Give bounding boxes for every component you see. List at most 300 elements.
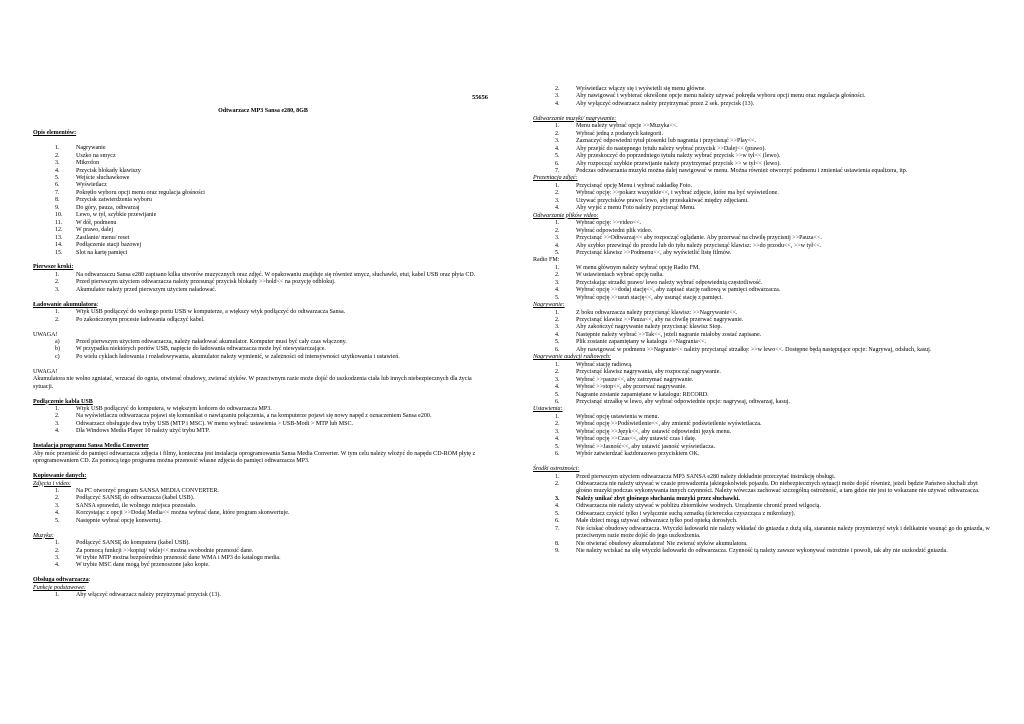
list-item-text: Odtwarzacz czyścić tylko i wyłącznie suchą szmatką (ściereczka czyszcząca z mikrofazy). [576,510,796,517]
list-item [533,138,993,145]
section-heading-text: Instalacja programu Sansa Media Converter [33,443,149,450]
list-item [533,190,993,197]
list-item [533,347,993,354]
list-item [33,495,493,502]
list-item [33,197,493,204]
list-item-number: 4. [55,428,60,435]
list-item [33,175,493,182]
list-item-number: 3. [555,138,560,145]
list-item [33,592,493,599]
list-item-number: 2. [55,279,60,286]
list-item-number: 1. [55,540,60,547]
list-item-number: 2. [555,86,560,92]
list-item-number: 6. [55,182,60,189]
list-item-text: Aby nawigować w podmenu >>Nagranie<< należy przycisnąć strzałkę: >>w lewo<<. Dostępne będą następujące opcje: Nagrywaj, odsłuch, kasuj. [576,346,932,353]
list-item-number: 1. [55,487,60,494]
list-item-number: 4. [555,145,560,152]
list-item [533,101,993,108]
list-item-number: 1. [55,271,60,278]
list-item [33,339,493,346]
list-item [33,503,493,510]
list-item-number: 2. [55,316,60,323]
list-item-text: Menu należy wybrać opcje >>Muzyka<<. [576,123,678,130]
list-item-text: Wybrać opcję: >>pokarz wszystkie<<, i wybrać zdjęcie, które ma być wyświetlone. [576,190,779,197]
spacer [33,436,493,443]
list-item [533,295,993,302]
paragraph: UWAGA! [33,331,58,338]
list-item-number: 4. [55,510,60,517]
list-item [533,451,993,458]
spacer [33,138,493,145]
list-item-number: 3. [55,502,60,509]
section-heading-tail: : [96,301,99,308]
list-item [533,93,993,100]
list-item-number: 3. [55,160,60,167]
list-item-text: Nie ściskać obudowy odtwarzacza. Wtyczki ładowarki nie należy wkładać do gniazda z dużą siłą, starannie należy przymierzyć wtyk i delikatnie wsunąć go do gniazda, w przeciwnym razie może dojść do jego uszkodzenia. [576,525,990,540]
list-item [33,168,493,175]
list-item-number: 12. [55,227,63,234]
list-item-text: Nagranie zostanie zapamiętane w katalogu: RECORD. [576,391,709,398]
list-item-text: Przed pierwszym użyciem odtwarzacza należy przesunąć przycisk blokady >>hold<< na pozycję odblokuj. [76,279,336,286]
list-item-number: 5. [555,443,560,450]
list-item-number: 4. [555,205,560,212]
list-item-number: 4. [555,287,560,294]
list-item [533,235,993,242]
list-item [33,212,493,219]
list-item-text: Korzystając z opcji >>Dodaj Media<< można wybrać dane, które program skonwertuje. [76,510,290,517]
list-item-number: 3. [55,286,60,293]
list-item [533,123,993,130]
list-item [533,272,993,279]
spacer [33,391,493,398]
list-item [33,227,493,234]
list-item [533,444,993,451]
list-item [533,369,993,376]
list-item [33,272,493,279]
list-item-text: Podłączyć SANSĘ do komputera (kabel USB). [76,540,190,547]
list-item-text: W dół, podmenu [76,219,117,226]
list-item-text: Po zakończonym procesie ładowania odłączyć kabel. [76,316,205,323]
subsection-heading: Muzyka: [33,532,54,539]
list-item-number: 15. [55,249,63,256]
list-item-text: Wybrać >>stop<<, aby przerwać nagrywanie. [576,384,687,391]
list-item [533,511,993,518]
list-item-number: 2. [555,480,560,487]
section-heading [33,577,493,584]
subsection-heading: Nagrywanie audycji radiowych: [533,354,611,361]
list-item-text: Wejście słuchawkowe [76,175,130,182]
list-item-number: 5. [555,339,560,346]
list-item-text: Przycisnąć >>Odtwarzaj<< aby rozpocząć oglądanie. Aby przerwać na chwilę przycisnij >>Pauza<<. [576,235,822,242]
list-item-text: Przycisnąć klawisz nagrywania, aby rozpocząć nagrywanie. [576,369,721,376]
list-item-text: Podczas odtwarzania muzyki można dalej nawigować w menu. Można również otworzyć podmenu i zmieniać ustawienia equalizera, itp. [576,167,908,174]
list-item-number: 7. [55,189,60,196]
list-item-number: 3. [55,420,60,427]
list-item-number: 4. [555,242,560,249]
section-heading [33,473,493,480]
list-item-text: Wybrać stację radiową. [576,361,633,368]
list-item [533,362,993,369]
section-heading [33,399,493,406]
section-heading-text: Opis elementów: [33,130,77,137]
list-item [533,198,993,205]
list-item-number: 2. [55,152,60,159]
list-item-text: Przycisnąć klawisz >>Pauza<<, aby na chwilę przerwać nagrywanie. [576,317,744,324]
list-item-number: 5. [555,249,560,256]
list-item-number: 1. [555,413,560,420]
subsection-heading: Ustawienia: [533,406,563,413]
list-item-text: Przycisnąć opcję Menu i wybrać zakładkę Foto. [576,182,693,189]
list-item [33,555,493,562]
list-item-text: Małe dzieci mogą używać odtwarzacz tylko pod opieką dorosłych. [576,518,738,525]
list-item-number: 7. [555,525,560,532]
list-item-text: Wyświetlacz [76,182,107,189]
list-item [33,548,493,555]
list-item-text: Lewo, w tył, szybkie przewijanie [76,212,157,219]
list-item [33,354,493,361]
list-item-text: Aby rozpocząć szybkie przewijanie należy przytrzymać przycisk >> w tył<< (lewo). [576,160,781,167]
list-item [533,384,993,391]
list-item-text: W prawo, dalej [76,227,113,234]
list-item-text: Wybrać opcję ustawienia w menu. [576,413,660,420]
list-item-text: Na PC otworzyć program SANSA MEDIA CONVERTER. [76,487,219,494]
document-code: 55656 [472,94,488,101]
list-item-text: Slot na kartę pamięci [76,249,128,256]
list-item-text: Wybrać jedną z podanych kategorii. [576,130,664,137]
list-item-number: 9. [55,204,60,211]
list-item-number: 1. [55,592,60,599]
section-heading-tail: : [88,577,91,584]
list-item-number: 2. [555,227,560,234]
list-item-text: Wybrać opcję >>Język<<, aby ustawić odpowiedni język menu. [576,428,732,435]
spacer [33,115,493,122]
list-item-number: 1. [555,473,560,480]
paragraph: Radio FM: [533,257,560,264]
list-item-text: Dla Windows Media Player 10 należy użyć trybu MTP. [76,428,210,435]
list-item [33,406,493,413]
section-heading [33,443,493,450]
paragraph: UWAGA! [33,368,58,375]
list-item [33,250,493,257]
section-heading-text: Obsługa odtwarzacza [33,577,89,584]
list-item-number: 2. [55,413,60,420]
paragraph: Aby móc przenieść do pamięci odtwarzacza zdjęcia i filmy, konieczna jest instalacja oprogramowania Sansa Media Converter. W tym celu należy włożyć do napędu CD-ROM płytę z oprogramowaniem CD. Za pomocą tego programu można przenosić własne zdjęcia do pamięci odtwarzacza MP3. [33,450,476,465]
list-item [533,541,993,548]
right-column [533,86,993,556]
list-item-text: Przycisnąć klawisz >>Podmenu<<, aby wyświetlić listę filmów. [576,249,732,256]
subsection-heading: Prezentacja zdjęć: [533,175,578,182]
spacer [33,466,493,473]
list-item-number: 3. [55,555,60,562]
list-item-text: Nie należy wciskać na siłę wtyczki ładowarki do odtwarzacza. Czynność tą należy zawsze wykonywać ostrożnie i powoli, tak aby nie uszkodzić gniazda. [576,548,948,555]
list-item-number: 3. [555,279,560,286]
list-item-text: Na odtwarzaczu Sansa e280 zapisano kilka utworów muzycznych oraz zdjęć. W opakowaniu znajduje się również smycz, słuchawki, etui, kabel USB oraz płyta CD. [76,271,476,278]
list-item [533,310,993,317]
list-item-number: 11. [55,219,63,226]
list-item-number: 2. [555,317,560,324]
list-item [533,317,993,324]
spacer [533,108,993,115]
list-item [533,161,993,168]
list-item [533,324,993,331]
list-item-text: Aby wyjść z menu Foto należy przycisnąć Menu. [576,205,696,212]
spacer [33,123,493,130]
list-item-text: W przypadku niektórych portów USB, napięcie do ładowania odtwarzacza może być niewystarczające. [76,346,326,353]
list-item-number: 2. [555,130,560,137]
list-item-number: 2. [55,495,60,502]
list-item [33,235,493,242]
list-item [533,548,993,555]
list-item [33,242,493,249]
list-item-text: Na wyświetlaczu odtwarzacza pojawi się komunikat o nawiązaniu połączenia, a na komputerze pojawi się nowy napęd z oznaczeniem Sansa e200. [76,413,432,420]
list-item-text: Uszko na smycz [76,152,116,159]
list-item [33,421,493,428]
list-item-text: Przycisnąć strzałkę w lewo, aby wybrać odpowiednie opcje: nagrywaj, odtwarzaj, kasuj. [576,399,790,406]
list-item-number: 14. [55,242,63,249]
list-item-number: 6. [555,399,560,406]
spacer [33,570,493,577]
list-item-text: Podłączyć SANSĘ do odtwarzacza (kabel USB). [76,495,195,502]
list-item-number: c) [55,353,60,360]
list-item [533,265,993,272]
list-item [533,131,993,138]
list-item [533,146,993,153]
list-item-text: Aby przejść do następnego tytułu należy wybrać przycisk >>Dalej<< (prawo). [576,145,766,152]
list-item-number: b) [55,346,61,353]
paragraph: Akumulatora nie wolno zgniatać, wrzucać do ognia, otwierać obudowy, zwierać styków. W przeciwnym razie może dojść do uszkodzenia ciała lub innych niebezpiecznych dla życia sytuacji. [33,376,472,390]
list-item [33,346,493,353]
list-item-number: 1. [555,264,560,271]
list-item-text: Nie otwierać obudowy akumulatora! Nie zwierać styków akumulatora. [576,540,748,547]
list-item-text: Odtwarzacza nie należy używać w pobliżu zbiorników wodnych. Urządzenie chronić przed wilgocią. [576,503,821,510]
list-item-text: Akumulator należy przed pierwszym użyciem naładować. [76,286,217,293]
list-item-text: Następnie należy wybrać >>Tak<<, jeżeli nagranie miałoby zostać zapisane. [576,331,762,338]
spacer [33,525,493,532]
list-item-text: Należy unikać zbyt głośnego słuchania muzyki przez słuchawki. [576,495,740,502]
list-item-text: Wybrać opcję >>Podświetlenie<<, aby zmienić podświetlenie wyświetlacza. [576,421,762,428]
list-item-number: 1. [555,220,560,227]
list-item-text: Zasilanie/ menu/ reset [76,234,130,241]
list-item-number: 3. [555,197,560,204]
list-item [533,474,993,481]
list-item [33,562,493,569]
list-item-text: Wyświetlacz włączy się i wyświetli się menu główne. [576,86,706,92]
list-item [33,160,493,167]
list-item-text: SANSA sprawdzi, ile wolnego miejsca pozostało. [76,502,197,509]
list-item-text: Aby przeskoczyć do poprzedniego tytułu należy wybrać przycisk >>w tył<< (lewo). [576,153,781,160]
list-item [33,279,493,286]
list-item [33,145,493,152]
list-item-number: 4. [55,167,60,174]
list-item-text: Odtwarzacz obsługuje dwa tryby USB (MTP i MSC). W menu wybrać: ustawienia > USB-Modi > MTP lub MSC. [76,420,354,427]
section-heading-text: Pierwsze kroki: [33,264,74,271]
list-item-number: 8. [555,540,560,547]
list-item [33,518,493,525]
list-item-text: Używać przycisków prawo/ lewo, aby przeskakiwać między zdjęciami. [576,197,749,204]
list-item [533,377,993,384]
list-item [533,496,993,503]
subsection-heading: Zdjęcia i video: [33,480,71,487]
list-item-text: W trybie MSC dane mogą być przenoszone jako kopie. [76,562,210,569]
list-item-number: 3. [555,376,560,383]
list-item-text: Przed pierwszym użyciem odtwarzacza MP3 SANSA e280 należy dokładnie przeczytać instrukcję obsługi. [576,473,836,480]
list-item-number: 3. [555,428,560,435]
spacer [33,361,493,368]
list-item-text: Przed pierwszym użyciem odtwarzacza, należy naładować akumulator. Komputer musi być cały czas włączony. [76,338,347,345]
list-item-text: Podłączenie stacji bazowej [76,242,142,249]
subsection-heading: Środki ostrożności: [533,466,580,473]
list-item [533,503,993,510]
list-item-number: 1. [555,361,560,368]
list-item-text: Wtyk USB podłączyć do komputera, w większym końcem do odtwarzacza MP3. [76,406,272,412]
list-item [33,413,493,420]
list-item-text: Wybrać opcję >>Czas<<, aby ustawić czas i datę. [576,436,697,443]
list-item [33,205,493,212]
list-item [533,228,993,235]
list-item-number: 7. [555,167,560,174]
section-heading [33,130,493,137]
spacer [33,257,493,264]
list-item-text: Wybrać odpowiedni plik video. [576,227,653,234]
list-item-text: Wybrać opcję >>dodaj stację<<, aby zapisać stację radiową w pamięci odtwarzacza. [576,287,781,294]
list-item-number: 4. [555,100,560,107]
list-item-number: 2. [55,547,60,554]
list-item-number: 4. [555,384,560,391]
list-item [533,414,993,421]
list-item-number: 3. [555,324,560,331]
list-item-text: Aby szybko przewinąć do przodu lub do tyłu należy przycisnąć klawisz: >>do przodu<<, >>w tył<<. [576,242,822,249]
list-item-text: Aby zakończyć nagrywanie należy przycisnąć klawisz Stop. [576,324,722,331]
list-item-number: 3. [555,235,560,242]
spacer [33,324,493,331]
subsection-heading: Nagrywanie: [533,302,565,309]
list-item [533,153,993,160]
list-item-text: W trybie MTP można bezpośrednio przenosić dane WMA i MP3 do katalogu media. [76,555,281,562]
list-item [33,287,493,294]
list-item [533,205,993,212]
list-item-number: 4. [555,436,560,443]
list-item-number: 5. [555,294,560,301]
list-item-text: Przycisk blokady klawiszy [76,167,141,174]
list-item [33,182,493,189]
list-item [533,421,993,428]
list-item-number: 1. [55,145,60,152]
section-heading-text: Podłączenie kabla USB [33,398,93,405]
list-item-number: 5. [555,510,560,517]
list-item [33,510,493,517]
list-item-text: Przyciskając strzałki prawo/ lewo należy wybrać odpowiednią częstotliwość. [576,279,763,286]
list-item-number: 5. [555,153,560,160]
list-item-text: Wtyk USB podłączyć do wolnego portu USB w komputerze, a większy wtyk podłączyć do odtwarzacza Sansa. [76,309,346,316]
list-item-text: Wybór zatwierdzać każdorazowo przyciskiem OK. [576,451,700,458]
list-item-text: Z boku odtwarzacza należy przycisnąć klawisz: >>Nagrywanie<<. [576,309,738,316]
list-item [533,168,993,175]
list-item-text: Pokrętło wyboru opcji menu oraz regulacja głośności [76,189,205,196]
list-item [33,540,493,547]
list-item [533,436,993,443]
list-item-text: Wybrać opcję: >>video<<. [576,220,642,227]
list-item [533,280,993,287]
list-item-text: Przycisk zatwierdzenia wyboru [76,197,152,204]
list-item-number: 13. [55,234,63,241]
list-item-text: Mikrofon [76,160,100,167]
list-item-number: 1. [55,309,60,316]
list-item-number: 4. [555,503,560,510]
list-item-text: Aby nawigować i wybierać określone opcje menu należy używać pokrętła wyboru opcji menu oraz regulacja głośności. [576,93,866,100]
list-item-text: Zaznaczyć odpowiedni tytuł piosenki lub nagrania i przycisnąć >>Play<<. [576,138,757,145]
list-item-text: Plik zostanie zapamiętany w katalogu >>Nagrania<<. [576,339,707,346]
section-heading [33,302,493,309]
list-item-number: 5. [555,391,560,398]
list-item-text: Odtwarzacza nie należy używać w czasie prowadzenia jakiegokolwiek pojazdu. Do niebezpiecznych sytuacji może dojść również, jeżeli będzie Państwo słuchali zbyt głośno muzyki podczas wykonywania innych czynności. Należy wówczas zachować szczególną ostrożność, a tam gdzie nie jest to wskazane nie używać odtwarzacza. [576,480,980,495]
list-item-number: 2. [555,421,560,428]
list-item-number: 5. [55,517,60,524]
list-item [33,309,493,316]
list-item [33,220,493,227]
list-item [33,153,493,160]
subsection-heading: Odtwarzanie muzyki/ nagrywanie: [533,115,617,122]
list-item-text: Aby wyłączyć odtwarzacz należy przytrzymać przez 2 sek. przycisk (13). [576,100,755,107]
list-item-number: 1. [555,123,560,130]
list-item [533,183,993,190]
list-item [533,243,993,250]
section-heading [33,264,493,271]
list-item-number: 5. [55,175,60,182]
list-item [533,481,993,496]
section-heading-text: Kopiowanie danych: [33,473,87,480]
list-item-number: 6. [555,451,560,458]
list-item-text: Wybrać opcję >>usuń stację<<, aby usunąć stację z pamięci. [576,294,723,301]
list-item [533,518,993,525]
document-title: Odtwarzacz MP3 Sansa e280, 8GB [218,108,308,114]
list-item-number: 3. [555,93,560,100]
list-item [33,317,493,324]
list-item-text: Za pomocą funkcji >>kopiuj/ wklej<< można swobodnie przenosić dane. [76,547,254,554]
list-item-number: 6. [555,346,560,353]
list-item [533,399,993,406]
list-item-text: W ustawieniach wybrać opcję radia. [576,272,664,279]
list-item-number: 6. [555,160,560,167]
spacer [533,459,993,466]
list-item-text: Po wielu cyklach ładowania i rozładowywania, akumulator należy wymienić, w zależności od intensywności użytkowania i ustawień. [76,353,400,360]
list-item-number: 1. [55,406,60,412]
list-item [533,526,993,541]
list-item [533,392,993,399]
list-item [33,190,493,197]
list-item-text: W menu głównym należy wybrać opcję Radio FM. [576,264,700,271]
list-item [33,428,493,435]
list-item-number: 1. [555,309,560,316]
list-item-number: 4. [555,331,560,338]
spacer [33,294,493,301]
list-item [533,332,993,339]
list-item [533,429,993,436]
list-item-number: 8. [55,197,60,204]
left-column [33,86,493,600]
list-item [533,250,993,257]
list-item-number: 4. [55,562,60,569]
list-item-text: Następnie wybrać opcję konwertuj. [76,517,162,524]
list-item-number: 3. [555,495,560,502]
section-heading-text: Ładowanie akumulatora [33,301,97,308]
list-item [533,287,993,294]
list-item [533,220,993,227]
list-item-number: 10. [55,212,63,219]
subsection-heading: Odtwarzanie plików video: [533,212,599,219]
list-item-number: 6. [555,518,560,525]
list-item-text: Wybrać >>pauze<<, aby zatrzymać nagrywanie. [576,376,694,383]
list-item-number: a) [55,338,60,345]
